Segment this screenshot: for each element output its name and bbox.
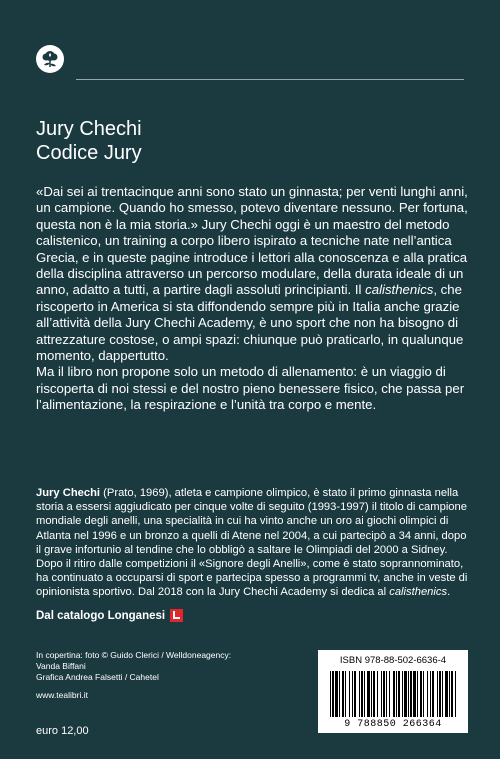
header-rule (76, 79, 464, 80)
longanesi-logo-icon (170, 609, 183, 622)
website-link[interactable]: www.tealibri.it (36, 690, 88, 700)
author-bio: Jury Chechi (Prato, 1969), atleta e campione olimpico, è stato il primo ginnasta nella storia a essersi aggiudicato per cinque volte di seguito (1993-1997) il titolo di campione mondiale degli anelli, una specialità in cui ha vinto anche un oro ai giochi olimpici di Atlanta nel 1996 e un bronzo a quelli di Atene nel 2004, a cui partecipò a 34 anni, dopo il grave infortunio al tendine che lo obbligò a saltare le Olimpiadi del 2000 a Sidney. Dopo il ritiro dalle competizioni il «Signore degli Anelli», come è stato soprannominato, ha continuato a occuparsi di sport e partecipa spesso a programmi tv, anche in veste di opinionista sportivo. Dal 2018 con la Jury Chechi Academy si dedica al calisthenics. (36, 487, 468, 599)
blurb-paragraph-1: «Dai sei ai trentacinque anni sono stato un ginnasta; per venti lunghi anni, un campione. Quando ho smesso, potevo diventare nessuno. Per fortuna, questa non è la mia storia.» Jury Chechi oggi è un maestro del metodo calistenico, un training a corpo libero ispirato a tecniche nate nell’antica Grecia, e in queste pagine introduce i lettori alla conoscenza e alla pratica della disciplina attraverso un percorso modulare, della durata ideale di un anno, adatto a tutti, a partire dagli assoluti principianti. Il calisthenics, che riscoperto in America si sta diffondendo sempre più in Italia anche grazie all’attività della Jury Chechi Academy, è uno sport che non ha bisogno di attrezzature costose, o ampi spazi: chiunque può praticarlo, in qualunque momento, dappertutto. (36, 184, 468, 364)
book-title: Codice Jury (36, 142, 142, 164)
price: euro 12,00 (36, 725, 89, 737)
blurb-paragraph-2: Ma il libro non propone solo un metodo di allenamento: è un viaggio di riscoperta di noi stessi e del nostro pieno benessere fisico, che passa per l’alimentazione, la respirazione e l’unità tra corpo e mente. (36, 364, 465, 413)
blurb (36, 184, 468, 414)
isbn-label: ISBN 978-88-502-6636-4 (339, 655, 447, 666)
cover-credits: In copertina: foto © Guido Clerici / Welldoneagency: Vanda Biffani Grafica Andrea Falsetti / Cahetel (36, 650, 232, 683)
barcode (318, 650, 468, 733)
author-name: Jury Chechi (36, 118, 142, 140)
catalog-label: Dal catalogo Longanesi (36, 609, 183, 622)
bio-name: Jury Chechi (36, 487, 101, 499)
rose-logo-icon (36, 45, 64, 73)
barcode-bars (328, 671, 458, 717)
barcode-digits: 9 788850 266364 (344, 719, 442, 730)
